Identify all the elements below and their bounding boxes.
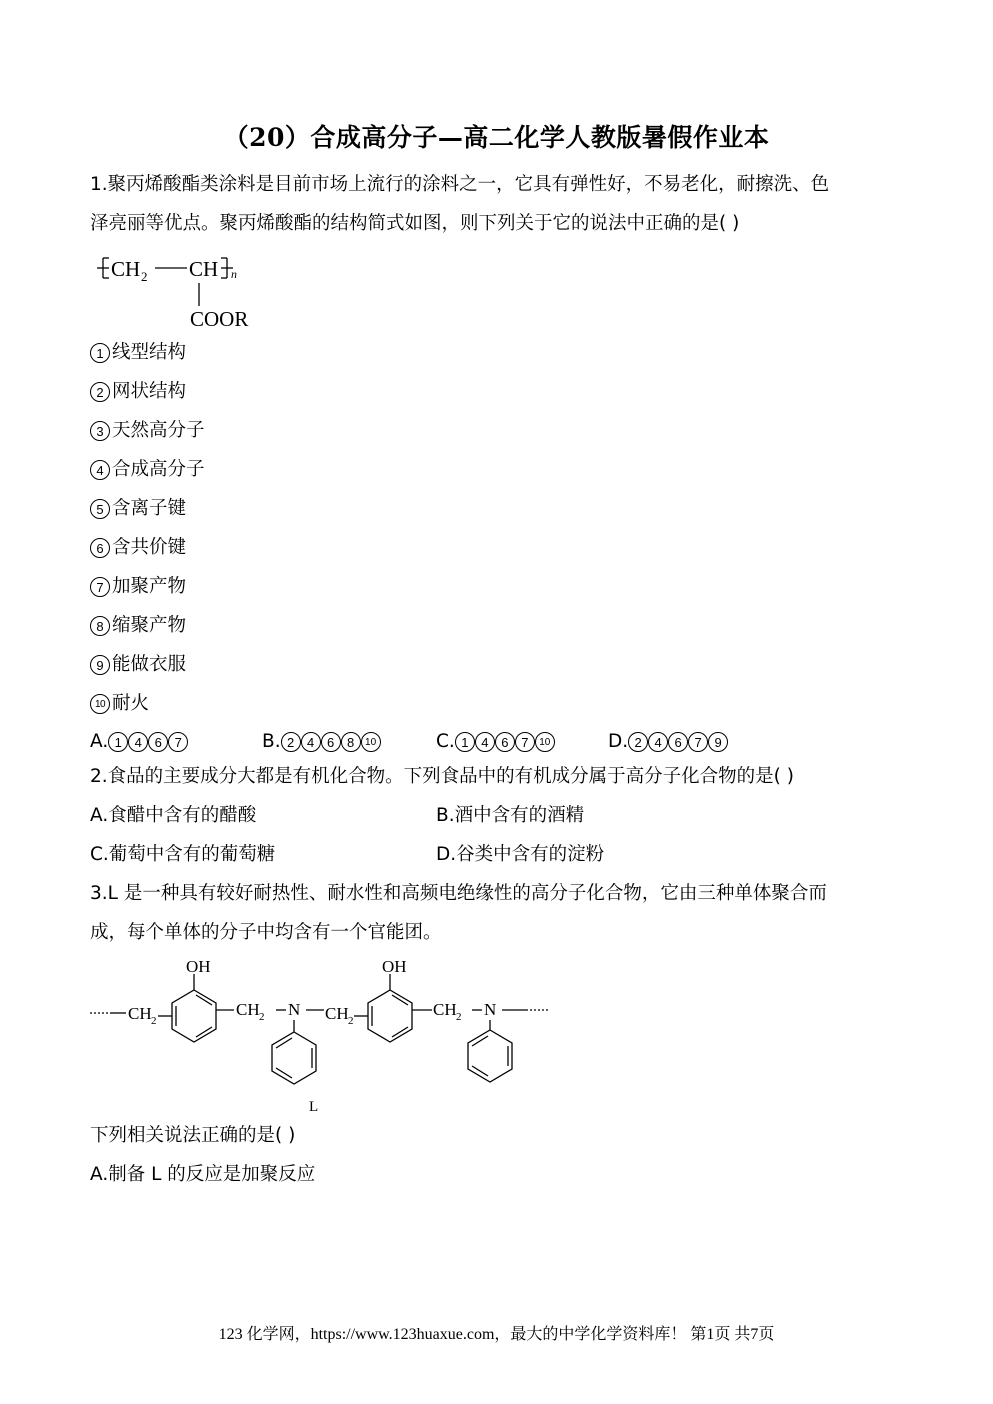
n-label-1: N <box>288 1000 301 1019</box>
q1-item <box>90 380 186 404</box>
circled-number: 7 <box>90 577 110 597</box>
q3-question: 下列相关说法正确的是( ) <box>90 1125 296 1146</box>
oh-label-2: OH <box>382 957 407 976</box>
q1-stem-line1: 1.聚丙烯酸酯类涂料是目前市场上流行的涂料之一，它具有弹性好，不易老化，耐擦洗、色 <box>90 174 830 195</box>
circled-number: 4 <box>301 732 321 752</box>
item-text: 缩聚产物 <box>112 615 187 636</box>
circled-number: 9 <box>708 732 728 752</box>
circled-number: 2 <box>628 732 648 752</box>
q1-item <box>90 692 149 716</box>
option-label: A. <box>90 731 109 752</box>
item-text: 合成高分子 <box>112 459 205 480</box>
q1-option-a[interactable] <box>90 730 188 754</box>
circled-number: 2 <box>281 732 301 752</box>
circled-number: 6 <box>90 538 110 558</box>
circled-number: 6 <box>495 732 515 752</box>
q2-stem: 2.食品的主要成分大都是有机化合物。下列食品中的有机成分属于高分子化合物的是( ) <box>90 766 794 787</box>
circled-number: 10 <box>535 732 555 752</box>
page-title: （20）合成高分子—高二化学人教版暑假作业本 <box>223 123 770 152</box>
ch2-label-2: CH <box>236 1000 260 1019</box>
polymer-l-structure-diagram <box>88 952 558 1122</box>
item-text: 耐火 <box>112 693 150 714</box>
q1-stem-line2: 泽亮丽等优点。聚丙烯酸酯的结构简式如图，则下列关于它的说法中正确的是( ) <box>90 213 740 234</box>
circled-number: 9 <box>90 655 110 675</box>
circled-number: 8 <box>90 616 110 636</box>
q1-item <box>90 341 186 365</box>
q1-item <box>90 458 205 482</box>
q3-stem-line1: 3.L 是一种具有较好耐热性、耐水性和高频电绝缘性的高分子化合物，它由三种单体聚合而 <box>90 883 827 904</box>
q1-item <box>90 419 205 443</box>
item-text: 加聚产物 <box>112 576 187 597</box>
item-text: 含离子键 <box>112 498 187 519</box>
ch2-label-3: CH <box>325 1004 349 1023</box>
ch-group: CH <box>189 257 219 281</box>
ch2-label-1: CH <box>128 1004 152 1023</box>
q1-item <box>90 497 186 521</box>
ch2-sub-3: 2 <box>348 1015 354 1027</box>
ch2-group: CH <box>111 257 141 281</box>
option-label: C. <box>436 731 455 752</box>
q1-item <box>90 614 186 638</box>
option-label: B. <box>262 731 281 752</box>
coor-group: COOR <box>190 307 249 331</box>
circled-number: 4 <box>90 460 110 480</box>
circled-number: 7 <box>688 732 708 752</box>
circled-number: 1 <box>108 732 128 752</box>
circled-number: 10 <box>361 732 381 752</box>
q2-option-a[interactable]: A.食醋中含有的醋酸 <box>90 805 257 826</box>
q1-option-b[interactable] <box>262 730 381 754</box>
q1-option-d[interactable] <box>608 730 728 754</box>
q2-option-d[interactable]: D.谷类中含有的淀粉 <box>436 844 605 865</box>
q1-option-c[interactable] <box>436 730 555 754</box>
q1-item <box>90 536 186 560</box>
circled-number: 1 <box>455 732 475 752</box>
item-text: 网状结构 <box>112 381 187 402</box>
ch2-label-4: CH <box>433 1000 457 1019</box>
circled-number: 6 <box>321 732 341 752</box>
ch2-subscript: 2 <box>141 269 148 284</box>
n-label-2: N <box>484 1000 497 1019</box>
circled-number: 4 <box>128 732 148 752</box>
page-footer: 123 化学网，https://www.123huaxue.com，最大的中学化学资料库！ 第1页 共7页 <box>218 1326 775 1343</box>
item-text: 含共价键 <box>112 537 187 558</box>
q3-option-a[interactable]: A.制备 L 的反应是加聚反应 <box>90 1164 316 1185</box>
oh-label-1: OH <box>186 957 211 976</box>
circled-number: 10 <box>90 694 110 714</box>
circled-number: 4 <box>648 732 668 752</box>
polyacrylate-structure-diagram <box>95 250 275 335</box>
circled-number: 7 <box>168 732 188 752</box>
circled-number: 2 <box>90 382 110 402</box>
circled-number: 7 <box>515 732 535 752</box>
q1-item <box>90 575 186 599</box>
item-text: 能做衣服 <box>112 654 187 675</box>
item-text: 线型结构 <box>112 342 187 363</box>
q1-item <box>90 653 186 677</box>
ch2-sub-2: 2 <box>259 1011 265 1023</box>
item-text: 天然高分子 <box>112 420 205 441</box>
circled-number: 8 <box>341 732 361 752</box>
circled-number: 6 <box>148 732 168 752</box>
circled-number: 1 <box>90 343 110 363</box>
option-label: D. <box>608 731 629 752</box>
ch2-sub-1: 2 <box>151 1015 157 1027</box>
circled-number: 5 <box>90 499 110 519</box>
ch2-sub-4: 2 <box>456 1011 462 1023</box>
circled-number: 4 <box>475 732 495 752</box>
q3-stem-line2: 成，每个单体的分子中均含有一个官能团。 <box>90 922 442 943</box>
polymer-l-label: L <box>309 1099 319 1115</box>
n-subscript: n <box>231 267 237 281</box>
circled-number: 3 <box>90 421 110 441</box>
circled-number: 6 <box>668 732 688 752</box>
q2-option-b[interactable]: B.酒中含有的酒精 <box>436 805 585 826</box>
q2-option-c[interactable]: C.葡萄中含有的葡萄糖 <box>90 844 276 865</box>
